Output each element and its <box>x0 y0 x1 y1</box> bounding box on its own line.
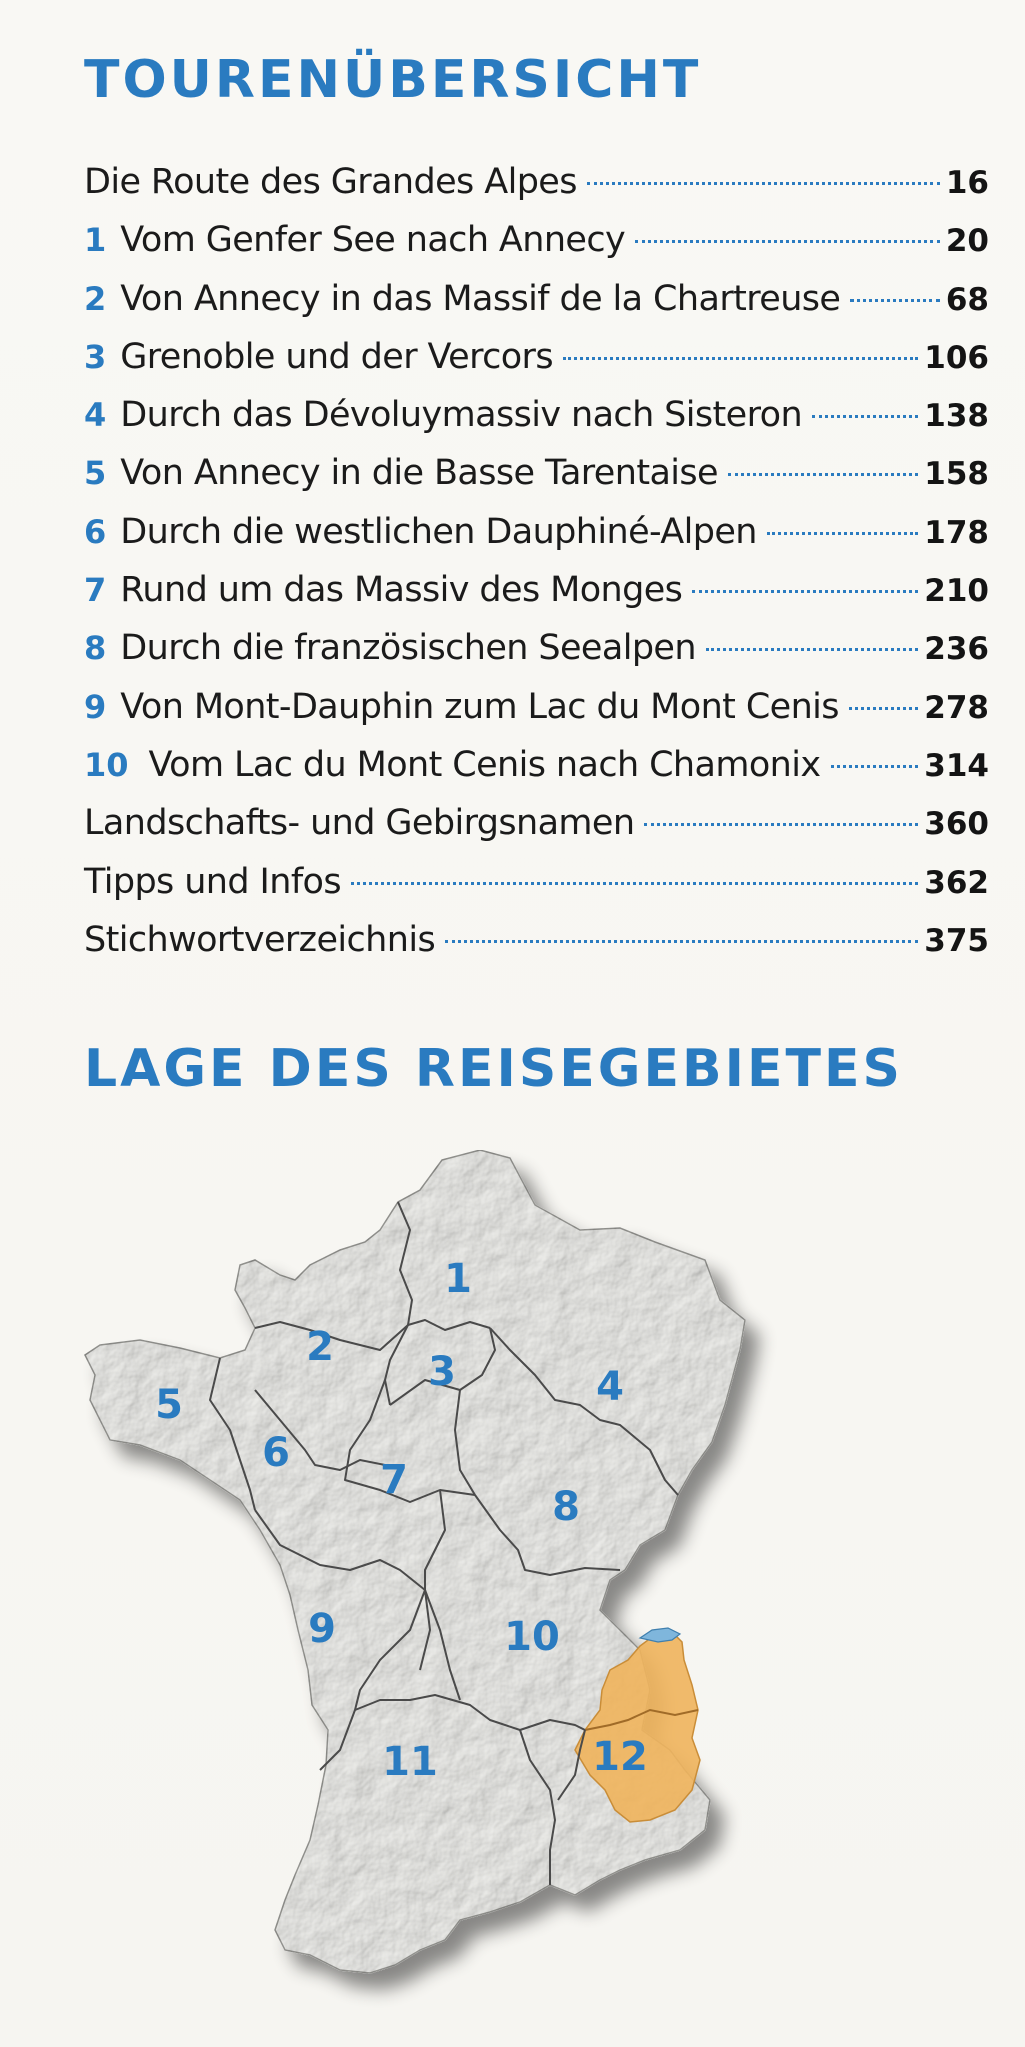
toc-heading: TOURENÜBERSICHT <box>84 50 702 110</box>
toc-entry-title: Von Annecy in die Basse Tarentaise <box>120 453 718 494</box>
toc-entry-index[interactable] <box>84 920 989 978</box>
toc-entry-title: Stichwortverzeichnis <box>84 919 436 960</box>
toc-entry-page: 16 <box>945 165 989 201</box>
toc-leader-dots <box>445 940 918 943</box>
toc-leader-dots <box>728 473 918 476</box>
toc-leader-dots <box>850 299 940 302</box>
toc-entry-tour-10[interactable] <box>84 745 989 803</box>
region-label-5: 5 <box>155 1382 183 1428</box>
toc-entry-page: 375 <box>924 922 989 959</box>
toc-entry-number: 5 <box>84 454 107 493</box>
region-label-7: 7 <box>380 1457 408 1503</box>
toc-entry-title: Grenoble und der Vercors <box>120 336 553 377</box>
toc-leader-dots <box>692 590 918 593</box>
toc-entry-page: 68 <box>945 281 989 318</box>
france-landmass <box>85 1150 745 1973</box>
region-label-8: 8 <box>552 1484 580 1530</box>
toc-entry-tour-4[interactable] <box>84 395 989 453</box>
toc-entry-title: Von Mont-Dauphin zum Lac du Mont Cenis <box>120 686 839 727</box>
toc-leader-dots <box>563 357 918 360</box>
region-label-11: 11 <box>382 1739 438 1785</box>
region-label-10: 10 <box>504 1614 560 1660</box>
toc-entry-title: Tipps und Infos <box>84 861 342 902</box>
toc-leader-dots <box>587 182 940 185</box>
toc-entry-tour-9[interactable] <box>84 687 989 745</box>
region-label-9: 9 <box>308 1606 336 1652</box>
toc-entry-tour-7[interactable] <box>84 570 989 628</box>
france-map <box>80 1150 980 2030</box>
toc-entry-number: 6 <box>84 512 107 551</box>
toc-entry-title: Die Route des Grandes Alpes <box>84 162 577 202</box>
toc-entry-page: 278 <box>924 689 989 726</box>
toc-entry-route-intro[interactable] <box>84 162 989 220</box>
region-label-1: 1 <box>444 1256 472 1302</box>
toc-leader-dots <box>635 240 940 243</box>
toc-entry-page: 20 <box>945 223 989 260</box>
region-label-4: 4 <box>596 1364 624 1410</box>
toc-leader-dots <box>351 882 918 885</box>
toc-leader-dots <box>767 532 918 535</box>
toc-entry-number: 2 <box>84 279 107 318</box>
toc-entry-number: 3 <box>84 337 107 376</box>
toc-entry-tour-8[interactable] <box>84 628 989 686</box>
toc-entry-page: 158 <box>924 456 989 493</box>
toc-entry-title: Von Annecy in das Massif de la Chartreuse <box>120 278 841 319</box>
toc-entry-page: 178 <box>924 514 989 551</box>
toc-entry-page: 106 <box>924 339 989 376</box>
toc-entry-page: 236 <box>924 631 989 668</box>
toc-leader-dots <box>831 765 919 768</box>
toc-entry-page: 138 <box>924 398 989 435</box>
france-map-svg <box>80 1150 980 2030</box>
region-label-3: 3 <box>428 1349 456 1395</box>
toc-entry-title: Landschafts- und Gebirgsnamen <box>84 803 635 844</box>
toc-entry-tour-3[interactable] <box>84 337 989 395</box>
toc-entry-page: 362 <box>924 864 989 901</box>
region-label-6: 6 <box>262 1430 290 1476</box>
toc-leader-dots <box>706 648 918 651</box>
toc-entry-number: 9 <box>84 687 107 726</box>
map-landmass-group <box>85 1150 745 1973</box>
toc-entry-title: Vom Genfer See nach Annecy <box>120 220 626 261</box>
toc-entry-page: 314 <box>924 747 989 784</box>
toc-entry-tour-1[interactable] <box>84 220 989 278</box>
region-label-2: 2 <box>306 1324 334 1370</box>
toc-entry-title: Durch die französischen Seealpen <box>120 628 696 669</box>
toc-entry-title: Rund um das Massiv des Monges <box>120 570 683 611</box>
map-heading: LAGE DES REISEGEBIETES <box>84 1039 903 1099</box>
toc-entry-number: 7 <box>84 571 107 610</box>
toc-leader-dots <box>812 415 918 418</box>
toc-entry-page: 360 <box>924 806 989 843</box>
toc-leader-dots <box>849 707 918 710</box>
toc-entry-names[interactable] <box>84 803 989 861</box>
toc-entry-number: 8 <box>84 629 107 668</box>
region-label-12: 12 <box>592 1734 648 1780</box>
toc-entry-title: Durch das Dévoluymassiv nach Sisteron <box>120 395 803 436</box>
toc-entry-tips[interactable] <box>84 862 989 920</box>
toc-entry-tour-5[interactable] <box>84 453 989 511</box>
toc-entry-number: 1 <box>84 221 107 260</box>
toc-entry-number: 10 <box>84 745 129 784</box>
toc-entry-number: 4 <box>84 396 107 435</box>
toc-entry-title: Vom Lac du Mont Cenis nach Chamonix <box>148 744 821 785</box>
toc-entry-page: 210 <box>924 573 989 610</box>
toc-entry-tour-6[interactable] <box>84 512 989 570</box>
toc-leader-dots <box>644 823 918 826</box>
toc-entry-title: Durch die westlichen Dauphiné-Alpen <box>120 511 757 552</box>
toc-entry-tour-2[interactable] <box>84 279 989 337</box>
table-of-contents <box>84 162 989 978</box>
